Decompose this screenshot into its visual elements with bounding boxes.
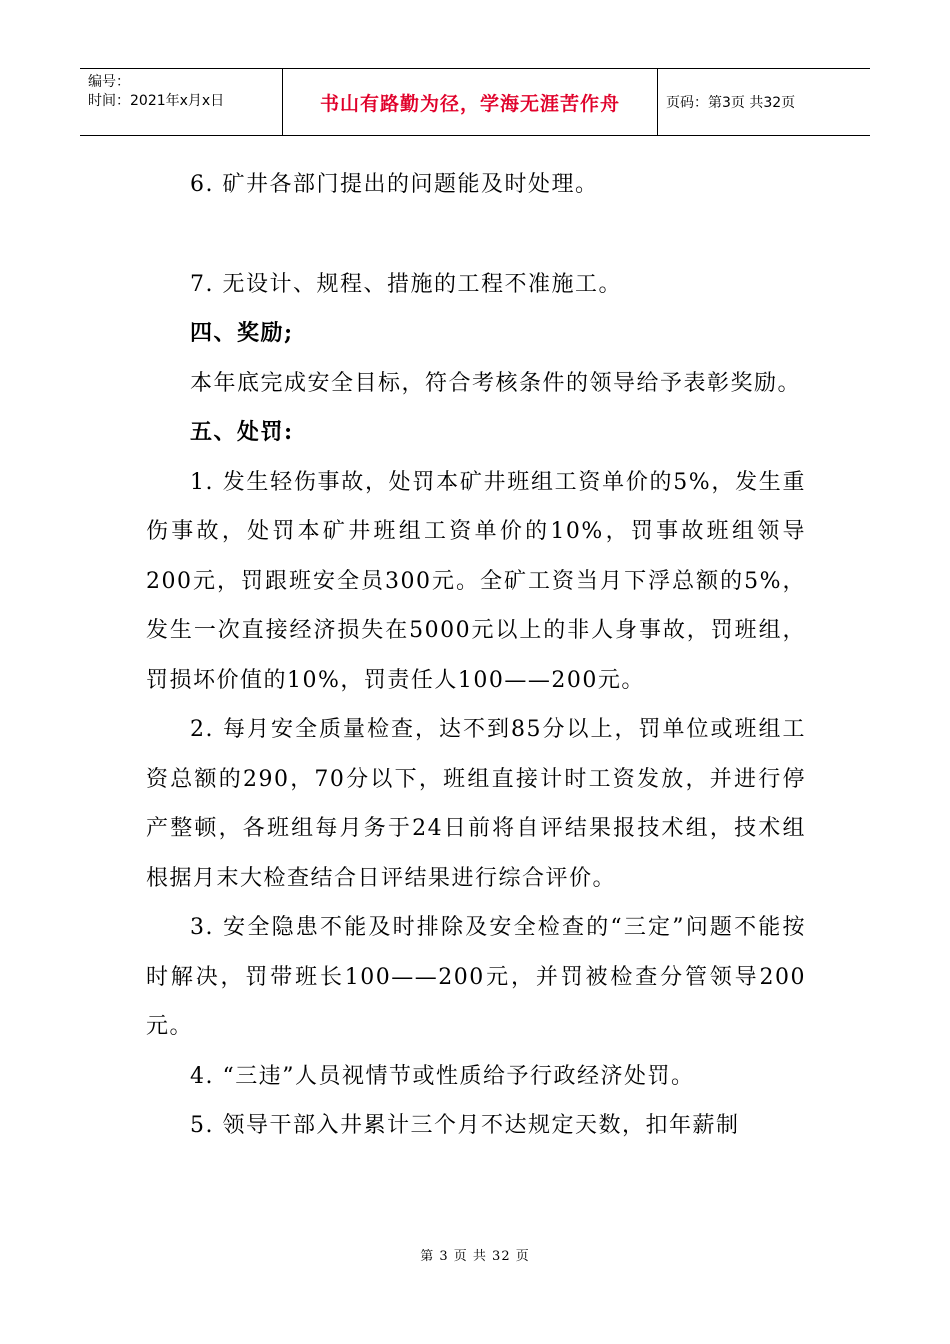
section-heading-penalty: 五、处罚: <box>190 419 294 445</box>
paragraph-penalty-1: 1. 发生轻伤事故，处罚本矿井班组工资单价的5%，发生重伤事故，处罚本矿井班组工资单价的10%，罚事故班组领导200元，罚跟班安全员300元。全矿工资当月下浮总额的5%，发生一次直接经济损失在5000元以上的非人身事故，罚班组，罚损坏价值的10%，罚责任人100——200元。 <box>146 469 806 693</box>
document-body <box>146 160 806 1151</box>
paragraph-penalty-5: 5. 领导干部入井累计三个月不达规定天数，扣年薪制 <box>190 1113 740 1138</box>
paragraph-penalty-3: 3. 安全隐患不能及时排除及安全检查的“三定”问题不能按时解决，罚带班长100——200元，并罚被检查分管领导200元。 <box>146 915 806 1039</box>
header-motto: 书山有路勤为径，学海无涯苦作舟 <box>282 69 658 135</box>
date-label: 时间：2021年x月x日 <box>88 93 225 109</box>
header-meta <box>80 69 282 135</box>
page-footer: 第 3 页 共 32 页 <box>420 1249 530 1264</box>
header-page-info: 页码：第3页 共32页 <box>666 95 796 111</box>
paragraph-penalty-4: 4. “三违”人员视情节或性质给予行政经济处罚。 <box>190 1063 695 1089</box>
paragraph-item-6: 6. 矿井各部门提出的问题能及时处理。 <box>190 172 599 197</box>
spacer <box>146 210 806 260</box>
paragraph-item-7: 7. 无设计、规程、措施的工程不准施工。 <box>190 271 622 297</box>
doc-number-label: 编号： <box>88 74 130 90</box>
paragraph-penalty-2: 2. 每月安全质量检查，达不到85分以上，罚单位或班组工资总额的290，70分以下，班组直接计时工资发放，并进行停产整顿，各班组每月务于24日前将自评结果报技术组，技术组根据月末大检查结合日评结果进行综合评价。 <box>146 717 806 891</box>
section-heading-reward: 四、奖励; <box>190 320 294 346</box>
page-header <box>80 68 870 136</box>
paragraph-reward: 本年底完成安全目标，符合考核条件的领导给予表彰奖励。 <box>190 370 802 396</box>
